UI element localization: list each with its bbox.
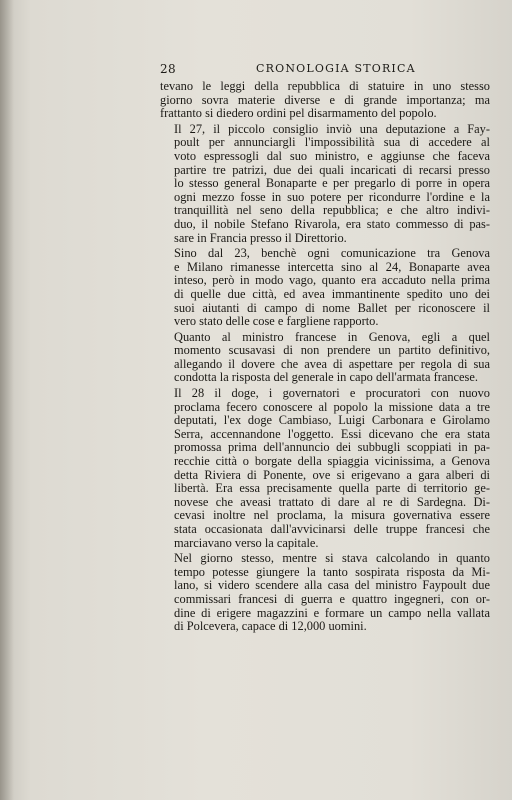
text-line: marciavano verso la capitale. — [174, 535, 319, 550]
text-line: Sino dal 23, benchè ogni comunicazione tra Genova — [174, 246, 490, 261]
text-line: inteso, però in modo vago, quanto era accaduto nella prima — [174, 273, 490, 288]
text-line: condotta la risposta del generale in capo dell'armata francese. — [174, 370, 478, 385]
text-line: novese che aveasi trattato di dare al re di Sardegna. Di- — [174, 494, 490, 509]
body-text — [160, 80, 490, 636]
text-line: momento scusavasi di non prendere un partito definitivo, — [174, 343, 490, 358]
text-line: detta Riviera di Ponente, ove si erigevano a gara alberi di — [174, 467, 490, 482]
text-line: giorno sovra materie diverse e di grande importanza; ma — [160, 92, 490, 107]
text-line: Quanto al ministro francese in Genova, egli a quel — [174, 329, 490, 344]
text-line: lano, si videro scendere alla casa del ministro Faypoult due — [174, 578, 490, 593]
paragraph — [160, 331, 490, 385]
text-line: tempo potesse giungere la tanto sospirata risposta da Mi- — [174, 564, 490, 579]
text-line: recchie città o borgate della spiaggia vicinissima, a Genova — [174, 454, 490, 469]
text-line: voto espressogli dal suo ministro, e aggiunse che faceva — [174, 148, 490, 163]
text-line: frattanto si diedero ordini pel disarmamento del popolo. — [160, 106, 437, 121]
paragraph — [160, 387, 490, 550]
text-line: partire tre patrizi, due dei quali incaricati di recarsi presso — [174, 162, 490, 177]
text-line: promossa prima dell'annuncio dei subbugli scoppiati in pa- — [174, 440, 490, 455]
text-line: vero stato delle cose e fargliene rapporto. — [174, 314, 379, 329]
page-number: 28 — [160, 62, 177, 76]
text-line: e Milano rimanesse intercetta sino al 24, Bonaparte avea — [174, 259, 490, 274]
paragraph — [160, 80, 490, 121]
text-line: commissari francesi di guerra e quattro ingegneri, con or- — [174, 591, 490, 606]
text-line: proclama fecero conoscere al popolo la missione data a tre — [174, 399, 490, 414]
text-line: Il 27, il piccolo consiglio inviò una deputazione a Fay- — [174, 121, 490, 136]
text-line: Serra, accennandone l'oggetto. Essi dicevano che era stata — [174, 426, 490, 441]
text-line: di quelle due città, ed avea immantinente spedito uno dei — [174, 286, 490, 301]
text-line: deputati, l'ex doge Cambiaso, Luigi Carbonara e Girolamo — [174, 413, 490, 428]
text-line: Nel giorno stesso, mentre si stava calcolando in quanto — [174, 551, 490, 566]
text-line: poult per annunciargli l'impossibilità sua di accedere al — [174, 135, 490, 150]
text-line: Il 28 il doge, i governatori e procuratori con nuovo — [174, 386, 490, 401]
text-line: stata occasionata dall'avvicinarsi delle truppe francesi che — [174, 522, 490, 536]
text-line: di Polcevera, capace di 12,000 uomini. — [174, 619, 367, 634]
text-line: ogni mezzo fosse in suo potere per ricondurre l'ordine e la — [174, 189, 490, 204]
paragraph — [160, 552, 490, 634]
paragraph — [160, 123, 490, 245]
text-line: libertà. Era essa precisamente quella parte di territorio ge- — [174, 481, 490, 496]
text-line: suoi aiutanti di campo di nome Ballet per riconoscere il — [174, 300, 490, 315]
paragraph — [160, 247, 490, 329]
gutter-shadow — [0, 0, 14, 800]
page-header — [160, 62, 490, 78]
text-line: tevano le leggi della repubblica di statuire in uno stesso — [160, 79, 490, 93]
text-line: dine di erigere magazzini e formare un campo nella vallata — [174, 605, 490, 620]
text-line: duo, il nobile Stefano Rivarola, era stato commesso di pas- — [174, 216, 490, 231]
text-line: allegando il dovere che avea di aspettare per regola di sua — [174, 356, 490, 371]
text-line: cevasi inoltre nel proclama, la misura governativa essere — [174, 508, 490, 523]
text-line: tranquillità nel seno della repubblica; e che altro indivi- — [174, 203, 490, 218]
running-title: CRONOLOGIA STORICA — [256, 62, 416, 75]
text-line: lo stesso general Bonaparte e per pregarlo di porre in opera — [174, 176, 490, 191]
text-line: sare in Francia presso il Direttorio. — [174, 230, 347, 245]
